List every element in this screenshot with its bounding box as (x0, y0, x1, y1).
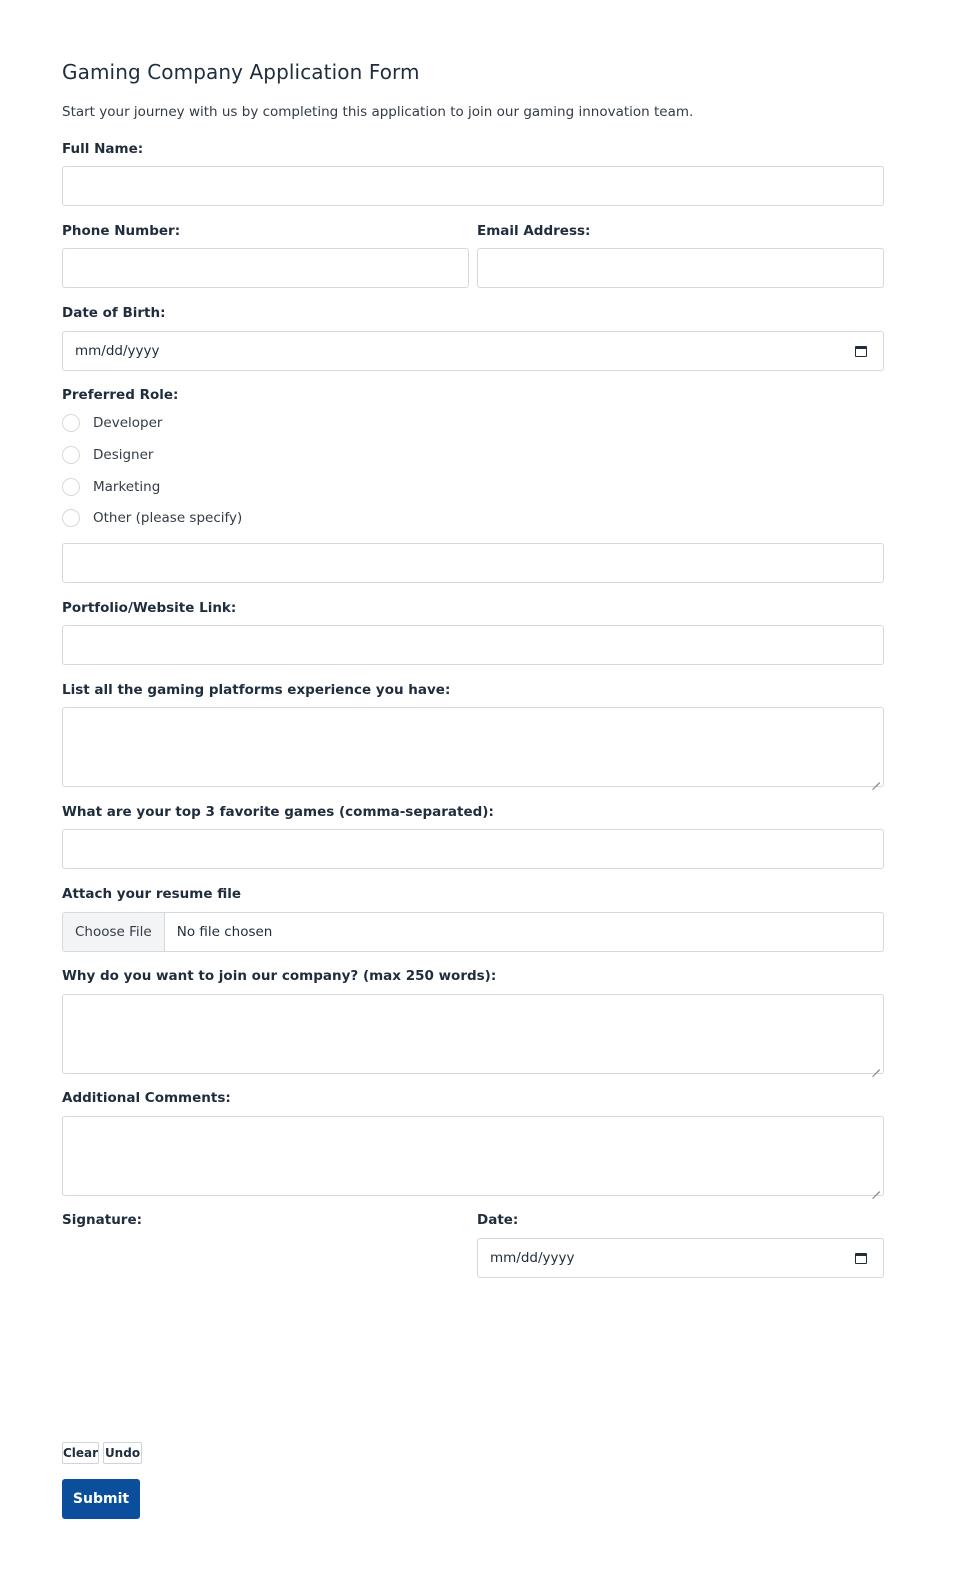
calendar-icon[interactable] (855, 346, 867, 357)
comments-textarea[interactable] (62, 1116, 884, 1196)
radio-other[interactable] (62, 509, 80, 527)
phone-input[interactable] (62, 248, 469, 288)
clear-signature-button[interactable]: Clear (62, 1442, 99, 1464)
role-option-developer[interactable] (62, 413, 162, 433)
platforms-textarea[interactable] (62, 707, 884, 787)
form-subtitle: Start your journey with us by completing this application to join our gaming innovation team. (62, 104, 694, 120)
phone-label: Phone Number: (62, 223, 181, 239)
dob-label: Date of Birth: (62, 305, 166, 321)
role-label: Preferred Role: (62, 387, 179, 403)
undo-signature-button[interactable]: Undo (103, 1442, 142, 1464)
favorites-input[interactable] (62, 829, 884, 869)
date-input[interactable] (477, 1238, 884, 1278)
role-option-label: Other (please specify) (93, 510, 243, 526)
role-option-label: Designer (93, 447, 154, 463)
why-join-label: Why do you want to join our company? (max 250 words): (62, 968, 497, 984)
comments-label: Additional Comments: (62, 1090, 231, 1106)
portfolio-label: Portfolio/Website Link: (62, 600, 237, 616)
dob-placeholder: mm/dd/yyyy (75, 343, 160, 359)
platforms-label: List all the gaming platforms experience you have: (62, 682, 451, 698)
submit-button[interactable]: Submit (62, 1479, 140, 1519)
role-option-designer[interactable] (62, 445, 153, 465)
signature-pad[interactable] (62, 1238, 469, 1428)
radio-developer[interactable] (62, 414, 80, 432)
date-label: Date: (477, 1212, 519, 1228)
role-option-marketing[interactable] (62, 477, 160, 497)
resize-handle-icon[interactable] (872, 1184, 880, 1192)
email-input[interactable] (477, 248, 884, 288)
role-option-label: Marketing (93, 479, 161, 495)
full-name-label: Full Name: (62, 141, 144, 157)
resume-file-input[interactable] (62, 912, 884, 952)
resize-handle-icon[interactable] (872, 1062, 880, 1070)
full-name-input[interactable] (62, 166, 884, 206)
dob-input[interactable] (62, 331, 884, 371)
resize-handle-icon[interactable] (872, 775, 880, 783)
radio-designer[interactable] (62, 446, 80, 464)
portfolio-input[interactable] (62, 625, 884, 665)
role-option-label: Developer (93, 415, 163, 431)
other-role-input[interactable] (62, 543, 884, 583)
favorites-label: What are your top 3 favorite games (comma-separated): (62, 804, 494, 820)
file-status: No file chosen (176, 924, 273, 940)
date-placeholder: mm/dd/yyyy (490, 1250, 575, 1266)
why-join-textarea[interactable] (62, 994, 884, 1074)
page-title: Gaming Company Application Form (62, 60, 420, 84)
choose-file-button[interactable]: Choose File (63, 913, 165, 951)
role-option-other[interactable] (62, 508, 242, 528)
resume-label: Attach your resume file (62, 886, 241, 902)
calendar-icon[interactable] (855, 1253, 867, 1264)
signature-label: Signature: (62, 1212, 143, 1228)
radio-marketing[interactable] (62, 478, 80, 496)
email-label: Email Address: (477, 223, 591, 239)
